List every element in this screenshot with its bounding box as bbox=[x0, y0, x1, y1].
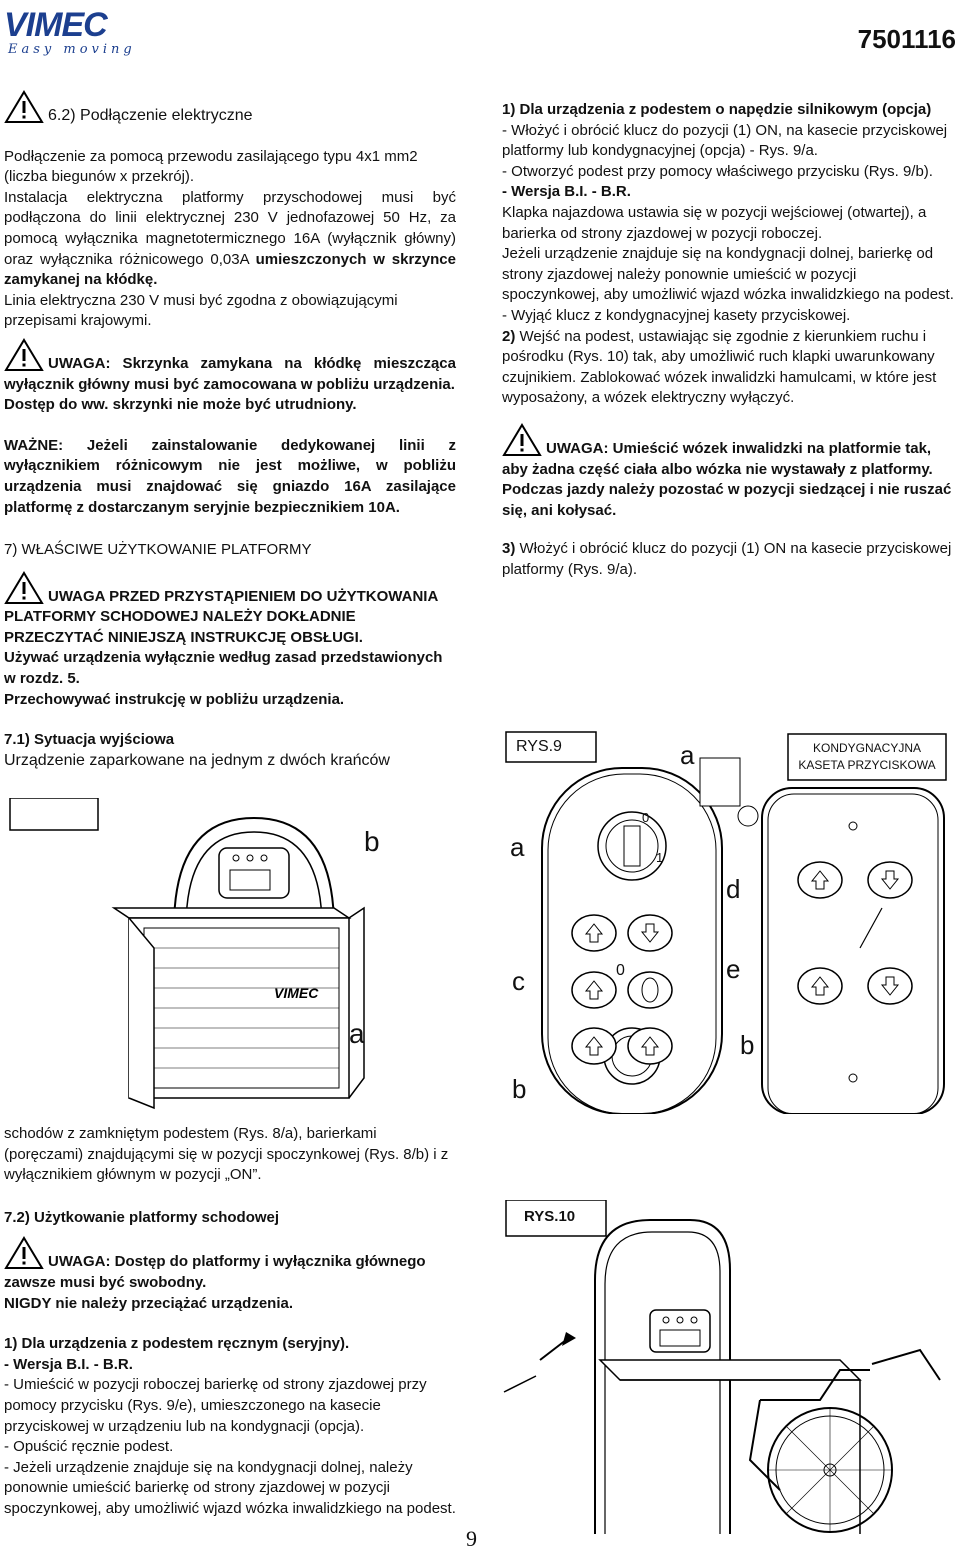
motor-1-l2: - Otworzyć podest przy pomocy właściwego przycisku (Rys. 9/b). bbox=[502, 162, 933, 180]
warning-4: UWAGA: Umieścić wózek inwalidzki na platformie tak, aby żadna część ciała albo wózka nie wystawały z platformy. Podczas jazdy należy pozostać w pozycji siedzącej i nie ruszać się, ani kołysać. bbox=[502, 423, 958, 521]
rys9-callout-e: e bbox=[726, 954, 741, 984]
s62-p2: Instalacja elektryczna platformy przyschodowej musi być podłączona do linii elektrycznej 230 V jednofazowej 50 Hz, za pomocą wyłącznika magnetotermicznego 16A (wyłącznik główny) oraz wyłącznika różnicowego 0,03A umieszczonych w skrzynce zamykanej na kłódkę. bbox=[4, 188, 456, 289]
warning-3: UWAGA: Dostęp do platformy i wyłącznika głównego zawsze musi być swobodny. bbox=[4, 1236, 456, 1293]
rys9-callout-b2: b bbox=[512, 1074, 527, 1104]
rys8-drawing bbox=[4, 798, 456, 1118]
rys10-label: RYS.10 bbox=[524, 1208, 576, 1225]
page-number: 9 bbox=[466, 1526, 477, 1551]
warning-2-c: Przechowywać instrukcję w pobliżu urządzenia. bbox=[4, 690, 345, 708]
warning-2-b: Używać urządzenia wyłącznie według zasad przedstawionych w rozdz. 5. bbox=[4, 649, 443, 688]
rys9-callout-d: d bbox=[726, 874, 741, 904]
section-7-1-title: 7.1) Sytuacja wyjściowa bbox=[4, 731, 175, 749]
warning-1-b: Dostęp do ww. skrzynki nie może być utrudniony. bbox=[4, 396, 357, 414]
section-7-title: 7) WŁAŚCIWE UŻYTKOWANIE PLATFORMY bbox=[4, 541, 312, 559]
brand-tagline: Easy moving bbox=[8, 42, 136, 57]
warning-icon bbox=[4, 571, 44, 605]
figure-rys10 bbox=[500, 1200, 956, 1534]
warning-icon bbox=[502, 423, 542, 457]
rys9-box-label: KONDYGNACYJNA KASETA PRZYCISKOWA bbox=[798, 741, 936, 772]
wazne-note: WAŻNE: Jeżeli zainstalowanie dedykowanej linii z wyłącznikiem różnicowym nie jest możliwe, w pobliżu urządzenia musi znajdować się gniazdo 16A zasilające platformę z dostarczanym seryjnie bezpiecznikiem 10A. bbox=[4, 436, 456, 516]
manual-1-l1: - Umieścić w pozycji roboczej barierkę od strony zjazdowej przy pomocy przycisku (Rys. 9/e), umieszczonego na kasecie przyciskowej w urządzeniu lub na kondygnacji (opcja). bbox=[4, 1376, 427, 1435]
manual-1-version: - Wersja B.I. - B.R. bbox=[4, 1355, 133, 1373]
rys9-key-pos-0b: 0 bbox=[616, 962, 625, 979]
motor-1-p1: Klapka najazdowa ustawia się w pozycji wejściowej (otwartej), a barierka od strony zjazdowej w pozycji roboczej. bbox=[502, 203, 927, 242]
right-column bbox=[502, 100, 958, 580]
motor-1-version: - Wersja B.I. - B.R. bbox=[502, 183, 631, 201]
rys9-label: RYS.9 bbox=[516, 738, 562, 755]
warning-icon bbox=[4, 90, 44, 124]
s62-p3: Linia elektryczna 230 V musi być zgodna z obowiązującymi przepisami krajowymi. bbox=[4, 291, 398, 330]
brand-name: VIMEC bbox=[4, 6, 107, 44]
rys9-key-pos-1: 1 bbox=[656, 850, 664, 865]
manual-1-title: 1) Dla urządzenia z podestem ręcznym (seryjny). bbox=[4, 1335, 350, 1353]
motor-1-p3: - Wyjąć klucz z kondygnacyjnej kasety przyciskowej. bbox=[502, 306, 851, 324]
rys9-drawing bbox=[500, 728, 956, 1114]
warning-2: UWAGA PRZED PRZYSTĄPIENIEM DO UŻYTKOWANIA PLATFORMY SCHODOWEJ NALEŻY DOKŁADNIE PRZECZYTAĆ NINIEJSZĄ INSTRUKCJĘ OBSŁUGI. bbox=[4, 571, 456, 649]
rys9-callout-b1: b bbox=[740, 1030, 755, 1060]
rys8-callout-b: b bbox=[364, 826, 380, 857]
warning-1: UWAGA: Skrzynka zamykana na kłódkę mieszcząca wyłącznik główny musi być zamocowana w pobliżu urządzenia. bbox=[4, 338, 456, 395]
document-number: 7501116 bbox=[857, 24, 956, 54]
figure-rys9 bbox=[500, 728, 956, 1114]
s71-p1: Urządzenie zaparkowane na jednym z dwóch krańców bbox=[4, 751, 390, 769]
warning-3-b: NIGDY nie należy przeciążać urządzenia. bbox=[4, 1294, 293, 1312]
motor-1-l1: - Włożyć i obrócić klucz do pozycji (1) ON, na kasecie przyciskowej platformy lub kondygnacyjnej (opcja) - Rys. 9/a. bbox=[502, 121, 948, 160]
step-3: 3) Włożyć i obrócić klucz do pozycji (1) ON na kasecie przyciskowej platformy (Rys. 9/a). bbox=[502, 540, 952, 578]
rys8-callout-a: a bbox=[349, 1018, 365, 1049]
left-column-lower bbox=[4, 1124, 456, 1520]
rys9-key-pos-0a: 0 bbox=[642, 810, 650, 825]
warning-icon bbox=[4, 1236, 44, 1270]
step-2: 2) Wejść na podest, ustawiając się zgodnie z kierunkiem ruchu i pośrodku (Rys. 10) tak, aby umożliwić ruch klapki uwarunkowany czujnikiem. Zablokować wózek inwalidzki hamulcami, w które jest wyposażony, a wózek elektryczny wyłączyć. bbox=[502, 327, 937, 407]
section-7-2-title: 7.2) Użytkowanie platformy schodowej bbox=[4, 1208, 280, 1226]
manual-1-l2: - Opuścić ręcznie podest. bbox=[4, 1438, 174, 1456]
manual-1-l3: - Jeżeli urządzenie znajduje się na kondygnacji dolnej, należy ponownie umieścić barierkę od strony zjazdowej w pozycji spoczynkowej, aby umożliwić wjazd wózka inwalidzkiego na podest. bbox=[4, 1458, 456, 1517]
motor-1-p2: Jeżeli urządzenie znajduje się na kondygnacji dolnej, barierkę od strony zjazdowej należy ponownie umieścić w pozycji spoczynkowej, aby umożliwić wjazd wózka inwalidzkiego na podest. bbox=[502, 245, 954, 304]
s71-p2: schodów z zamkniętym podestem (Rys. 8/a), barierkami (poręczami) znajdującymi się w pozycji spoczynkowej (Rys. 8/b) i z wyłącznikiem głównym w pozycji „ON”. bbox=[4, 1125, 449, 1184]
left-column bbox=[4, 90, 456, 771]
figure-rys8 bbox=[4, 798, 456, 1118]
section-6-2-title: 6.2) Podłączenie elektryczne bbox=[4, 90, 456, 127]
brand-logo bbox=[4, 6, 144, 68]
rys9-callout-a2: a bbox=[510, 832, 525, 862]
rys9-callout-a1: a bbox=[680, 740, 695, 770]
warning-icon bbox=[4, 338, 44, 372]
s62-p1: Podłączenie za pomocą przewodu zasilającego typu 4x1 mm2 (liczba biegunów x przekrój). bbox=[4, 147, 418, 186]
rys10-drawing bbox=[500, 1200, 956, 1534]
motor-1-title: 1) Dla urządzenia z podestem o napędzie silnikowym (opcja) bbox=[502, 101, 932, 118]
rys9-callout-c: c bbox=[512, 966, 525, 996]
svg-text:VIMEC: VIMEC bbox=[274, 985, 319, 1001]
